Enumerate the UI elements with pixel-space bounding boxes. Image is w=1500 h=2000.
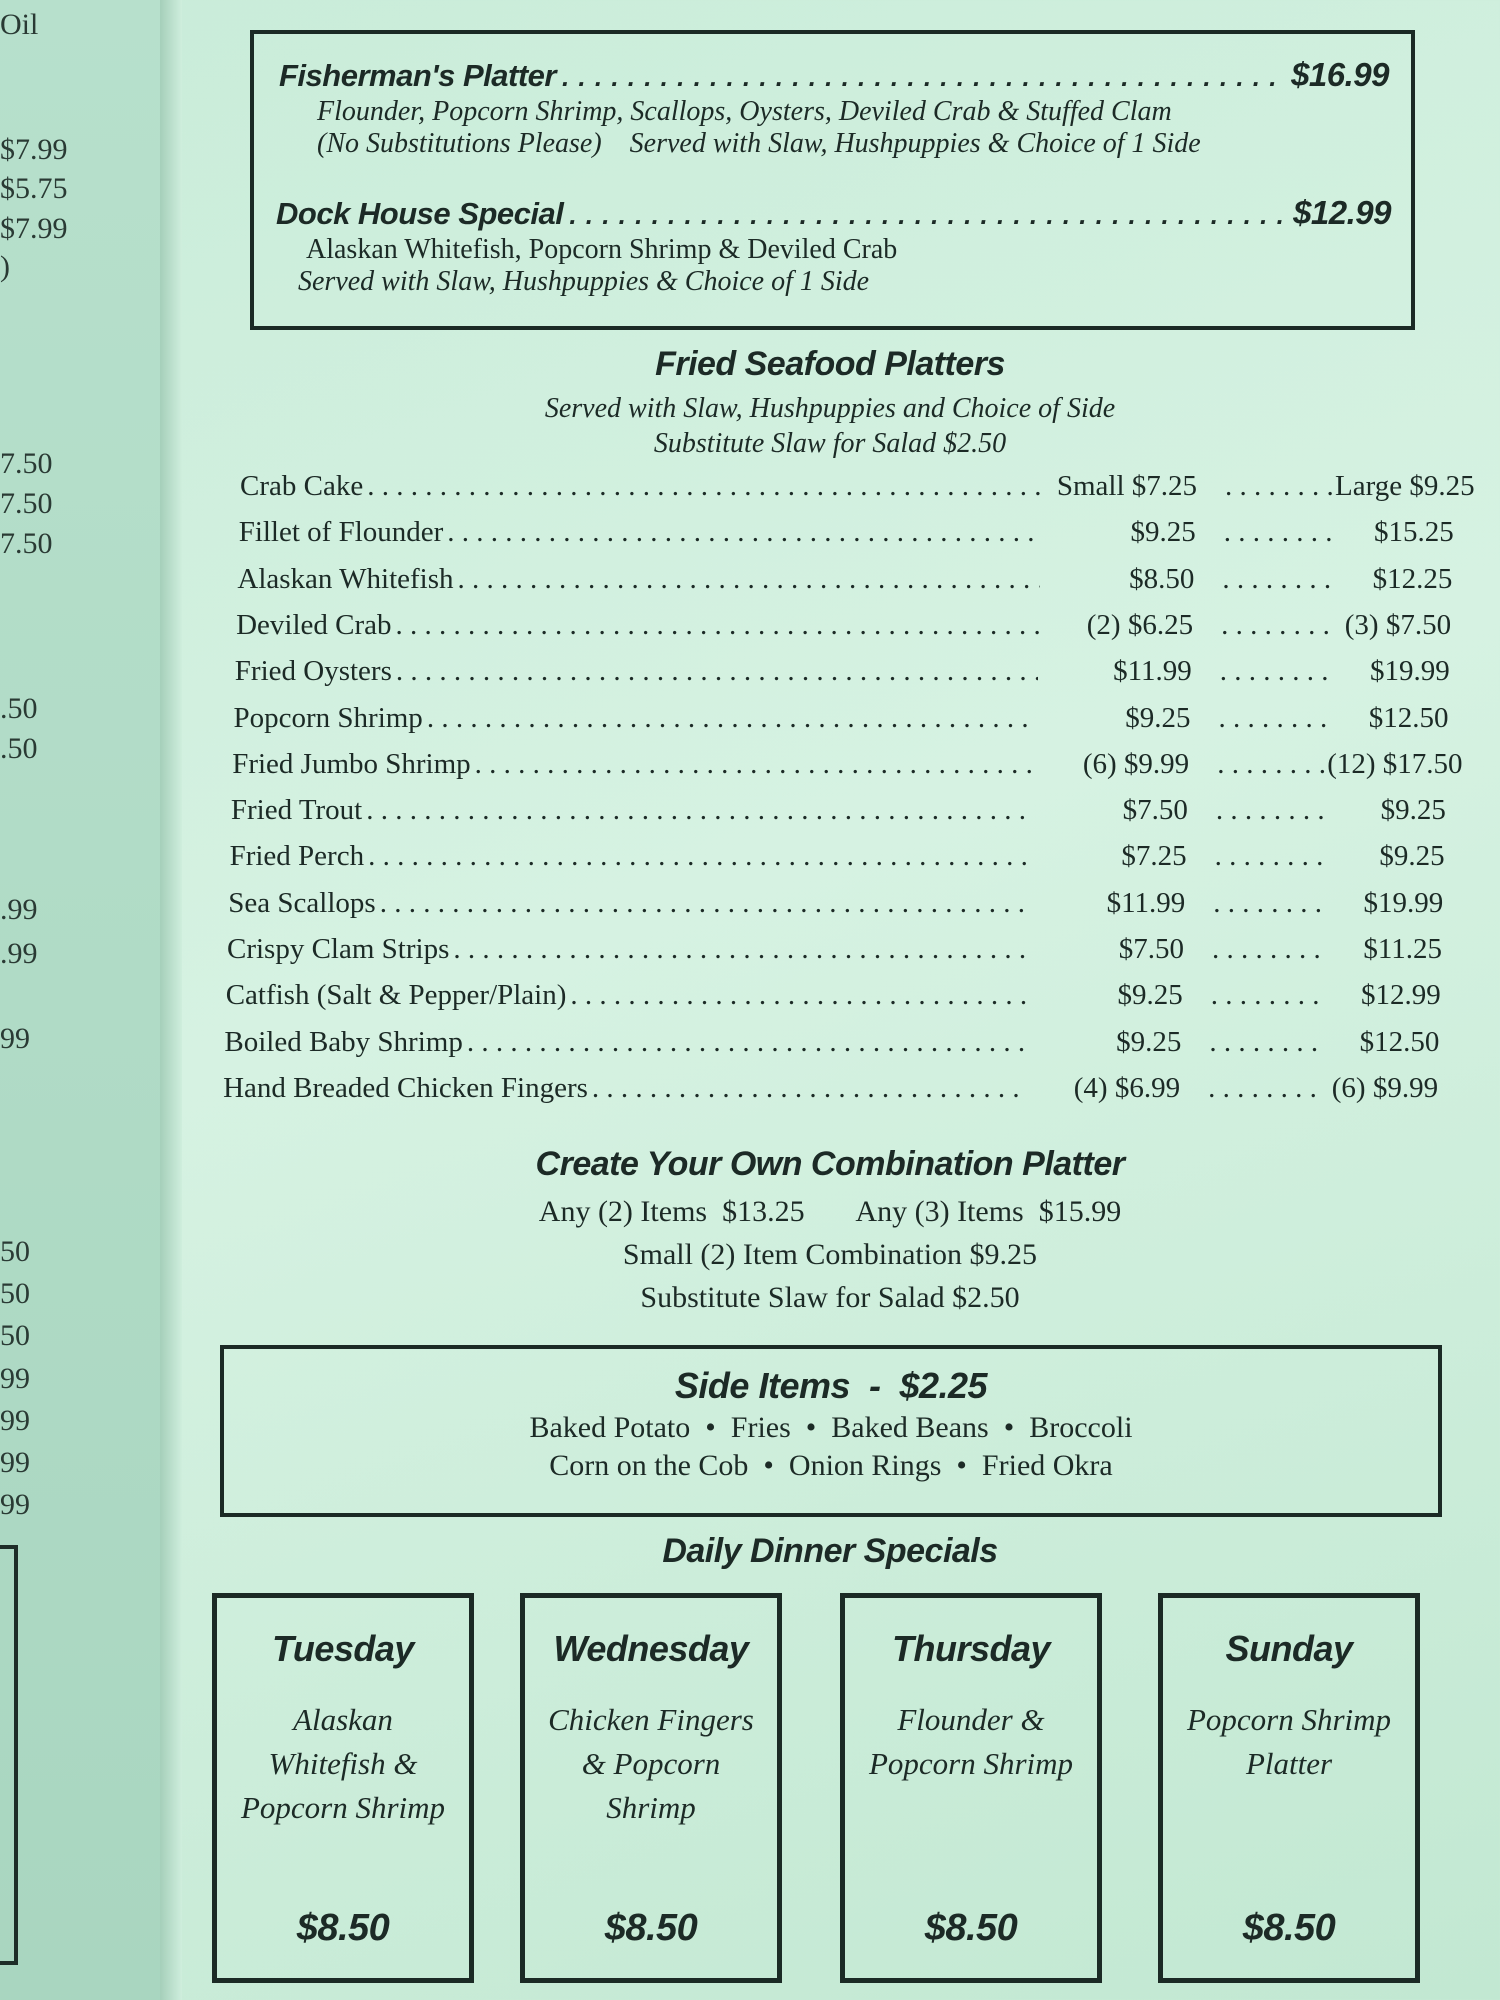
dot-leader (1208, 1072, 1318, 1105)
dot-leader (1216, 794, 1326, 827)
platter-small-price: $9.25 (1130, 516, 1196, 549)
dot-leader (1219, 702, 1329, 735)
day-name: Tuesday (272, 1628, 414, 1669)
left-price: 7.50 (0, 487, 53, 520)
platter-small-price: $11.99 (1113, 655, 1192, 688)
platter-small-price: $7.50 (1122, 794, 1188, 827)
platter-large-price: $19.99 (1370, 655, 1450, 688)
left-price: ) (0, 250, 10, 283)
platter-small-price: (2) $6.25 (1086, 608, 1194, 641)
special-description: Flounder & Popcorn Shrimp (868, 1702, 1074, 1781)
platter-large-price: (3) $7.50 (1344, 608, 1452, 641)
platter-row (226, 979, 1441, 1021)
dot-leader (1217, 748, 1327, 781)
dot-leader (1211, 979, 1321, 1012)
dot-leader (1222, 563, 1332, 596)
dot-leader (368, 840, 1033, 873)
item-name: Fisherman's Platter (279, 58, 556, 93)
special-price: $8.50 (924, 1907, 1018, 1949)
platter-item-name: Fillet of Flounder (238, 516, 444, 549)
platter-row (236, 609, 1451, 651)
platter-large-price: (6) $9.99 (1331, 1071, 1439, 1104)
platter-row (228, 887, 1443, 929)
left-text: Oil (0, 8, 39, 41)
platter-large-price: $9.25 (1380, 794, 1446, 827)
item-description: Served with Slaw, Hushpuppies & Choice of 1 Side (298, 266, 870, 297)
special-description: Chicken Fingers & Popcorn Shrimp (548, 1702, 754, 1825)
platter-large-price: $12.99 (1360, 979, 1441, 1012)
platter-small-price: $7.50 (1118, 933, 1184, 965)
side-items-line: Corn on the Cob • Onion Rings • Fried Okra (549, 1449, 1113, 1482)
dot-leader (458, 563, 1041, 596)
left-price: 50 (0, 1319, 30, 1352)
platter-small-price: $11.99 (1106, 886, 1186, 919)
section-title: Create Your Own Combination Platter (535, 1145, 1125, 1183)
dot-leader (592, 1072, 1026, 1105)
dot-leader (447, 516, 1041, 549)
special-description: Popcorn Shrimp Platter (1186, 1702, 1392, 1781)
platter-row (227, 933, 1442, 975)
item-description: Flounder, Popcorn Shrimp, Scallops, Oysters, Deviled Crab & Stuffed Clam (317, 96, 1172, 127)
dot-leader (467, 1026, 1028, 1059)
platter-small-price: $9.25 (1125, 701, 1191, 734)
platter-item-name: Alaskan Whitefish (237, 562, 454, 595)
left-price: 7.50 (0, 527, 53, 560)
dot-leader (1221, 609, 1331, 642)
section-subtitle: Substitute Slaw for Salad $2.50 (653, 428, 1007, 459)
platter-row (230, 840, 1445, 882)
day-name: Sunday (1225, 1628, 1353, 1669)
platter-item-name: Catfish (Salt & Pepper/Plain) (225, 979, 567, 1012)
platter-item-name: Crab Cake (240, 470, 364, 502)
left-price: .50 (0, 692, 38, 725)
section-title: Daily Dinner Specials (662, 1532, 998, 1570)
left-price: 99 (0, 1404, 30, 1437)
featured-item (279, 56, 1389, 160)
section-title: Side Items - $2.25 (674, 1365, 988, 1406)
dot-leader (1225, 470, 1335, 503)
platter-row (239, 516, 1454, 558)
special-wednesday-card (520, 1593, 782, 1983)
item-name: Dock House Special (276, 196, 564, 231)
left-price: $7.99 (0, 212, 68, 245)
special-tuesday-card (212, 1593, 474, 1983)
platter-item-name: Popcorn Shrimp (233, 701, 423, 734)
special-price: $8.50 (296, 1907, 390, 1949)
day-name: Wednesday (553, 1628, 749, 1669)
platter-small-price: $9.25 (1116, 1025, 1182, 1058)
platter-small-price: Small $7.25 (1056, 470, 1197, 502)
left-price: 99 (0, 1488, 30, 1521)
platter-row (232, 747, 1463, 790)
left-price: 50 (0, 1235, 30, 1268)
left-price: 99 (0, 1362, 30, 1395)
featured-platters-box (250, 30, 1415, 330)
left-price: $5.75 (0, 172, 68, 205)
left-price: .50 (0, 732, 38, 765)
item-description: Alaskan Whitefish, Popcorn Shrimp & Deviled Crab (306, 234, 898, 265)
dot-leader (569, 200, 1287, 231)
section-subtitle: Served with Slaw, Hushpuppies and Choice of Side (544, 393, 1116, 424)
platter-large-price: $9.25 (1379, 840, 1445, 873)
left-price: 50 (0, 1277, 30, 1310)
dot-leader (367, 470, 1043, 503)
platter-row (223, 1072, 1438, 1114)
dot-leader (453, 933, 1030, 966)
platter-large-price: $11.25 (1363, 933, 1442, 965)
platter-small-price: (4) $6.99 (1073, 1071, 1181, 1104)
platter-row (231, 794, 1446, 836)
left-price: 99 (0, 1446, 30, 1479)
platter-item-name: Sea Scallops (228, 886, 376, 919)
platter-item-name: Fried Trout (230, 794, 363, 827)
day-name: Thursday (891, 1628, 1051, 1669)
platter-large-price: (12) $17.50 (1327, 747, 1463, 780)
platter-large-price: $19.99 (1363, 886, 1444, 919)
section-title: Fried Seafood Platters (655, 345, 1005, 383)
platter-large-price: $12.25 (1372, 562, 1453, 595)
dot-leader (366, 794, 1034, 827)
platter-small-price: $8.50 (1129, 562, 1195, 595)
platter-large-price: $12.50 (1368, 701, 1449, 734)
left-box-edge (0, 1545, 18, 1965)
platter-row (240, 470, 1475, 512)
page-fold (160, 0, 182, 2000)
platter-small-price: $7.25 (1121, 840, 1187, 873)
left-price: 99 (0, 1022, 30, 1055)
platter-small-price: (6) $9.99 (1082, 747, 1190, 780)
platter-row (224, 1026, 1439, 1068)
dot-leader (570, 979, 1028, 1012)
special-sunday-card (1158, 1593, 1420, 1983)
dot-leader (1209, 1026, 1319, 1059)
dot-leader (427, 702, 1037, 735)
item-price: $16.99 (1291, 56, 1389, 93)
dot-leader (380, 887, 1032, 920)
platter-item-name: Fried Oysters (234, 655, 392, 688)
platter-large-price: $15.25 (1373, 516, 1454, 549)
side-items-line: Baked Potato • Fries • Baked Beans • Broccoli (529, 1411, 1133, 1444)
side-items-box (220, 1345, 1442, 1517)
left-page-strip (0, 0, 175, 2000)
special-price: $8.50 (604, 1907, 698, 1949)
combo-line: Small (2) Item Combination $9.25 (622, 1238, 1038, 1271)
platter-item-name: Boiled Baby Shrimp (224, 1025, 463, 1058)
combo-line: Substitute Slaw for Salad $2.50 (640, 1281, 1020, 1314)
dot-leader (1220, 655, 1330, 688)
dot-leader (1224, 516, 1334, 549)
platter-item-name: Hand Breaded Chicken Fingers (223, 1071, 588, 1104)
platter-item-name: Fried Jumbo Shrimp (232, 747, 471, 780)
dot-leader (1212, 933, 1322, 966)
special-description: Alaskan Whitefish & Popcorn Shrimp (240, 1702, 446, 1825)
special-thursday-card (840, 1593, 1102, 1983)
featured-item (276, 194, 1391, 298)
dot-leader (1215, 840, 1325, 873)
item-description: (No Substitutions Please) Served with Slaw, Hushpuppies & Choice of 1 Side (317, 128, 1201, 159)
left-price: 7.50 (0, 447, 53, 480)
left-price: .99 (0, 937, 38, 970)
dot-leader (396, 609, 1040, 642)
platter-item-name: Fried Perch (229, 840, 365, 873)
platter-item-name: Deviled Crab (236, 608, 392, 641)
platter-large-price: Large $9.25 (1335, 470, 1475, 502)
platter-small-price: $9.25 (1117, 979, 1183, 1012)
dot-leader (1213, 887, 1323, 920)
dot-leader (562, 62, 1285, 93)
platter-row (234, 702, 1449, 744)
combo-line: Any (2) Items $13.25 Any (3) Items $15.99 (538, 1195, 1122, 1228)
platter-row (235, 655, 1450, 697)
platter-large-price: $12.50 (1359, 1025, 1440, 1058)
special-price: $8.50 (1242, 1907, 1336, 1949)
left-price: .99 (0, 893, 38, 926)
dot-leader (475, 748, 1036, 781)
left-price: $7.99 (0, 133, 68, 166)
item-price: $12.99 (1293, 194, 1391, 231)
platter-row (237, 563, 1452, 605)
dot-leader (396, 655, 1038, 688)
platter-item-name: Crispy Clam Strips (227, 933, 450, 965)
